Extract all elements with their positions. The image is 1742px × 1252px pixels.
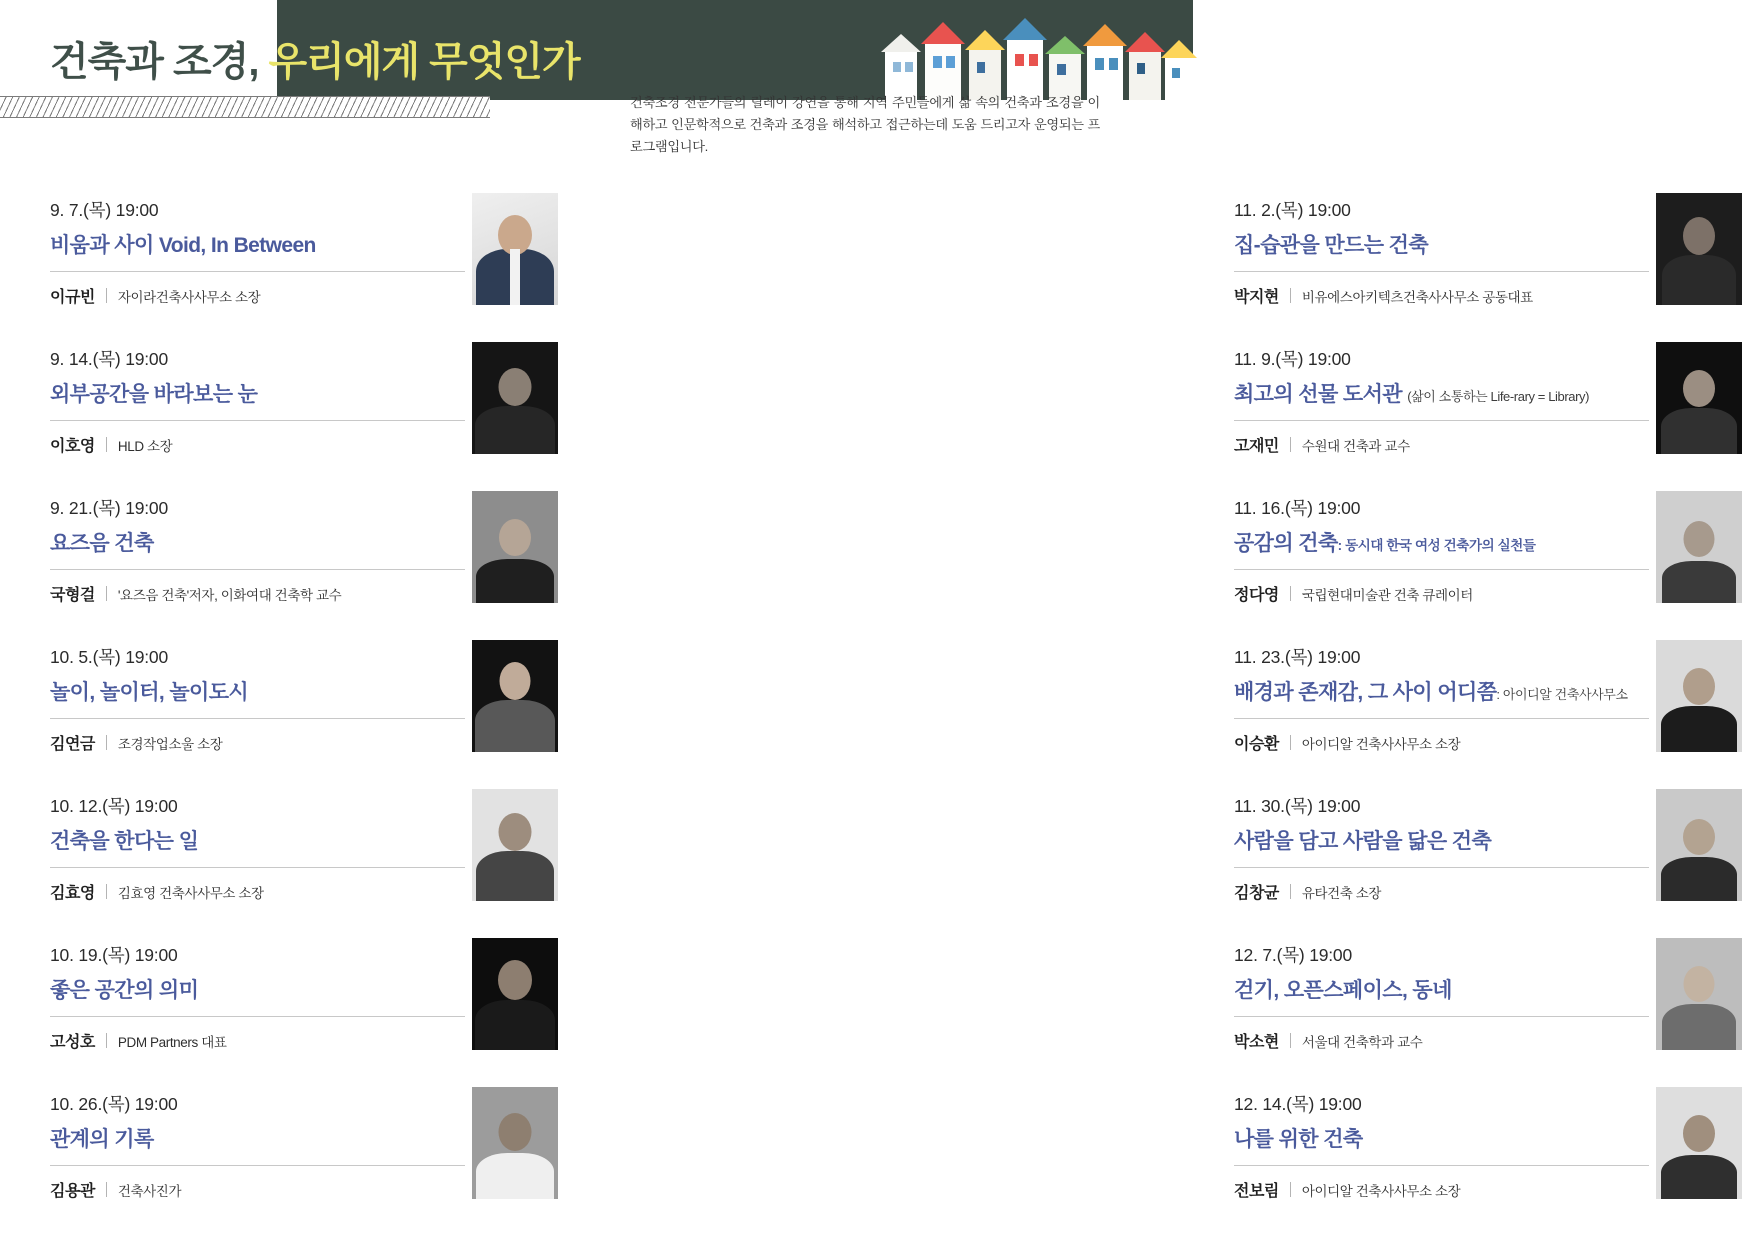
title-part-one: 건축과 조경, <box>50 40 259 84</box>
lecture-date: 9. 7.(목) 19:00 <box>50 200 159 220</box>
lecture-grid <box>0 185 1628 1228</box>
speaker-row <box>50 1178 465 1201</box>
speaker-row <box>1234 1178 1649 1201</box>
speaker-portrait <box>1656 789 1742 901</box>
speaker-name: 김창균 <box>1234 885 1279 902</box>
speaker-divider <box>106 586 107 601</box>
speaker-row <box>1234 1029 1649 1052</box>
lecture-topic-main: 건축을 한다는 일 <box>50 830 199 853</box>
lecture-topic-main: 최고의 선물 도서관 <box>1234 383 1402 406</box>
lecture-topic-main: 나를 위한 건축 <box>1234 1128 1363 1151</box>
lecture-date: 11. 9.(목) 19:00 <box>1234 349 1351 369</box>
speaker-affiliation: 수원대 건축과 교수 <box>1301 438 1410 454</box>
speaker-portrait <box>472 193 558 305</box>
speaker-affiliation: 국립현대미술관 건축 큐레이터 <box>1301 587 1473 603</box>
lecture-date: 10. 26.(목) 19:00 <box>50 1094 178 1114</box>
speaker-row <box>1234 582 1649 605</box>
lecture-card[interactable] <box>0 483 596 632</box>
lecture-card[interactable] <box>0 930 596 1079</box>
speaker-row <box>1234 433 1649 456</box>
speaker-portrait <box>1656 938 1742 1050</box>
speaker-name: 국형걸 <box>50 587 95 604</box>
speaker-divider <box>1290 884 1291 899</box>
speaker-row <box>1234 284 1649 307</box>
speaker-portrait <box>472 342 558 454</box>
speaker-affiliation: 자이라건축사사무소 소장 <box>117 289 261 305</box>
speaker-row <box>50 582 465 605</box>
speaker-name: 김연금 <box>50 736 95 753</box>
speaker-portrait <box>472 938 558 1050</box>
speaker-affiliation: 조경작업소울 소장 <box>117 736 223 752</box>
lecture-date: 9. 21.(목) 19:00 <box>50 498 168 518</box>
lecture-card[interactable] <box>596 632 1628 781</box>
speaker-row <box>50 731 465 754</box>
lecture-topic <box>50 527 465 570</box>
title-part-two: 우리에게 무엇인가 <box>268 40 580 84</box>
lecture-date: 10. 12.(목) 19:00 <box>50 796 178 816</box>
speaker-portrait <box>472 491 558 603</box>
speaker-portrait <box>472 1087 558 1199</box>
speaker-divider <box>106 1033 107 1048</box>
speaker-affiliation: PDM Partners 대표 <box>117 1034 227 1050</box>
lecture-card[interactable] <box>596 930 1452 1079</box>
lecture-date: 11. 16.(목) 19:00 <box>1234 498 1361 518</box>
speaker-row <box>50 1029 465 1052</box>
lecture-topic-main: 좋은 공간의 의미 <box>50 979 199 1002</box>
speaker-name: 전보림 <box>1234 1183 1279 1200</box>
speaker-name: 박지현 <box>1234 289 1279 306</box>
lecture-topic-main: 외부공간을 바라보는 눈 <box>50 383 258 406</box>
speaker-affiliation: 아이디알 건축사사무소 소장 <box>1301 736 1461 752</box>
lecture-topic-main: 관계의 기록 <box>50 1128 154 1151</box>
speaker-portrait <box>1656 193 1742 305</box>
speaker-affiliation: 서울대 건축학과 교수 <box>1301 1034 1423 1050</box>
speaker-row <box>1234 731 1649 754</box>
lecture-date: 11. 23.(목) 19:00 <box>1234 647 1361 667</box>
lecture-topic <box>1234 378 1649 421</box>
speaker-affiliation: '요즈음 건축'저자, 이화여대 건축학 교수 <box>117 587 342 603</box>
lecture-topic-main: 요즈음 건축 <box>50 532 154 555</box>
speaker-row <box>1234 880 1649 903</box>
lecture-card[interactable] <box>596 483 1536 632</box>
house-illustration <box>873 0 1193 100</box>
lecture-topic-main: 배경과 존재감, 그 사이 어디쯤 <box>1234 681 1497 704</box>
lecture-topic <box>1234 527 1649 570</box>
lecture-date: 12. 7.(목) 19:00 <box>1234 945 1352 965</box>
speaker-affiliation: 아이디알 건축사사무소 소장 <box>1301 1183 1461 1199</box>
lecture-topic <box>50 676 465 719</box>
lecture-card[interactable] <box>596 185 1533 334</box>
speaker-divider <box>1290 735 1291 750</box>
speaker-divider <box>1290 1033 1291 1048</box>
lecture-topic <box>50 378 465 421</box>
lecture-card[interactable] <box>0 781 596 930</box>
speaker-portrait <box>1656 491 1742 603</box>
speaker-name: 고성호 <box>50 1034 95 1051</box>
lecture-date: 12. 14.(목) 19:00 <box>1234 1094 1362 1114</box>
lecture-topic <box>1234 1123 1649 1166</box>
speaker-divider <box>106 288 107 303</box>
speaker-portrait <box>1656 640 1742 752</box>
speaker-divider <box>1290 1182 1291 1197</box>
speaker-portrait <box>1656 342 1742 454</box>
speaker-divider <box>106 884 107 899</box>
speaker-divider <box>106 437 107 452</box>
lecture-card[interactable] <box>0 1079 596 1228</box>
lecture-topic-sub: (삶이 소통하는 Life-rary = Library) <box>1407 389 1590 404</box>
lecture-date: 11. 30.(목) 19:00 <box>1234 796 1361 816</box>
speaker-row <box>50 433 465 456</box>
speaker-name: 정다영 <box>1234 587 1279 604</box>
lecture-card[interactable] <box>596 334 1590 483</box>
lecture-topic-main: 걷기, 오픈스페이스, 동네 <box>1234 979 1452 1002</box>
speaker-name: 이규빈 <box>50 289 95 306</box>
lecture-topic <box>1234 229 1649 272</box>
speaker-name: 이호영 <box>50 438 95 455</box>
lecture-topic-main: 사람을 담고 사람을 닮은 건축 <box>1234 830 1492 853</box>
speaker-row <box>50 284 465 307</box>
lecture-topic <box>50 229 465 272</box>
lecture-date: 10. 19.(목) 19:00 <box>50 945 178 965</box>
lecture-card[interactable] <box>0 185 596 334</box>
speaker-portrait <box>472 789 558 901</box>
lecture-date: 9. 14.(목) 19:00 <box>50 349 168 369</box>
speaker-divider <box>106 1182 107 1197</box>
lecture-topic <box>50 1123 465 1166</box>
speaker-divider <box>106 735 107 750</box>
lecture-topic <box>1234 825 1649 868</box>
speaker-portrait <box>472 640 558 752</box>
speaker-name: 고재민 <box>1234 438 1279 455</box>
page-header <box>0 0 1193 100</box>
lecture-topic <box>50 825 465 868</box>
lecture-date: 10. 5.(목) 19:00 <box>50 647 168 667</box>
lecture-topic-sub: : 아이디알 건축사사무소 <box>1496 687 1628 702</box>
speaker-portrait <box>1656 1087 1742 1199</box>
lecture-topic-sub: : 동시대 한국 여성 건축가의 실천들 <box>1337 538 1536 553</box>
speaker-name: 김효영 <box>50 885 95 902</box>
speaker-name: 박소현 <box>1234 1034 1279 1051</box>
speaker-affiliation: 건축사진가 <box>117 1183 182 1199</box>
lecture-topic-main: 공감의 건축 <box>1234 532 1338 555</box>
speaker-name: 이승환 <box>1234 736 1279 753</box>
speaker-affiliation: 유타건축 소장 <box>1301 885 1382 901</box>
lecture-topic <box>1234 974 1649 1017</box>
speaker-row <box>50 880 465 903</box>
speaker-name: 김용관 <box>50 1183 95 1200</box>
speaker-affiliation: 김효영 건축사사무소 소장 <box>117 885 264 901</box>
lecture-card[interactable] <box>0 632 596 781</box>
lecture-topic-main: 집-습관을 만드는 건축 <box>1234 234 1429 257</box>
speaker-affiliation: HLD 소장 <box>117 438 173 454</box>
intro-paragraph: 건축조경 전문가들의 릴레이 강연을 통해 지역 주민들에게 삶 속의 건축과 조경을 이해하고 인문학적으로 건축과 조경을 해석하고 접근하는데 도움 드리고자 운영되는 프로그램입니다. <box>630 95 1100 155</box>
speaker-affiliation: 비유에스아키텍츠건축사사무소 공동대표 <box>1301 289 1533 305</box>
page-title <box>50 30 580 87</box>
speaker-divider <box>1290 437 1291 452</box>
lecture-topic <box>50 974 465 1017</box>
hatched-divider <box>0 96 490 118</box>
lecture-topic-main: 비움과 사이 Void, In Between <box>50 234 316 257</box>
lecture-topic-main: 놀이, 놀이터, 놀이도시 <box>50 681 249 704</box>
lecture-topic <box>1234 676 1649 719</box>
lecture-date: 11. 2.(목) 19:00 <box>1234 200 1351 220</box>
lecture-card[interactable] <box>596 1079 1461 1228</box>
lecture-card[interactable] <box>596 781 1492 930</box>
speaker-divider <box>1290 288 1291 303</box>
speaker-divider <box>1290 586 1291 601</box>
lecture-card[interactable] <box>0 334 596 483</box>
